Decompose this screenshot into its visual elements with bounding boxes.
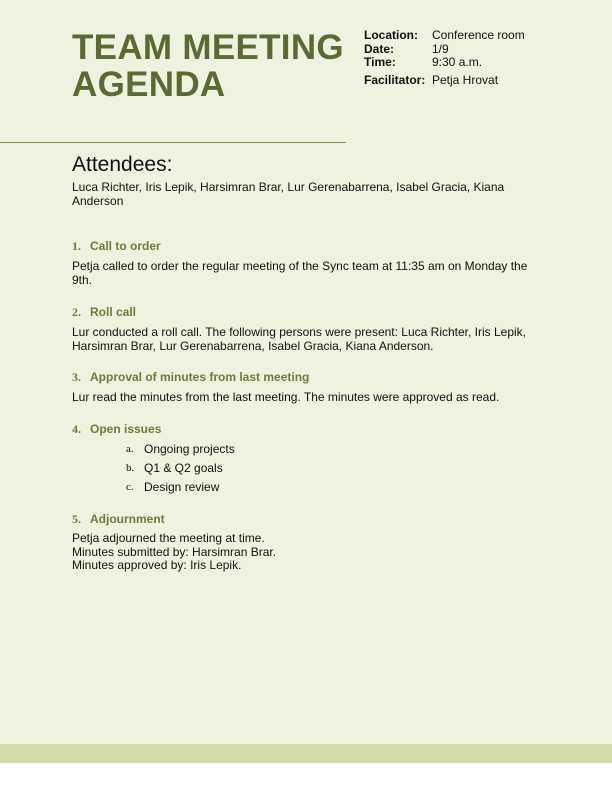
section-body-roll-call: Lur conducted a roll call. The following persons were present: Luca Richter, Iris Lepik, Harsimran Brar, Lur Gerenabarrena, Isabel Gracia, Kiana Anderson. xyxy=(72,325,527,353)
facilitator-value: Petja Hrovat xyxy=(432,72,499,87)
date-row xyxy=(364,43,604,57)
section-number: 1. xyxy=(72,239,81,253)
time-label: Time: xyxy=(364,55,396,69)
section-heading-approval xyxy=(72,370,309,385)
section-heading-call-to-order xyxy=(72,239,161,254)
section-title: Approval of minutes from last meeting xyxy=(90,370,310,384)
page-title xyxy=(72,29,362,103)
header-divider xyxy=(0,142,346,143)
section-body-approval: Lur read the minutes from the last meeting. The minutes were approved as read. xyxy=(72,390,500,404)
section-title: Open issues xyxy=(90,422,162,436)
location-row xyxy=(364,29,604,43)
title-line-2: AGENDA xyxy=(72,65,226,104)
minutes-approved-line: Minutes approved by: Iris Lepik. xyxy=(72,558,242,572)
title-line-1: TEAM MEETING xyxy=(72,28,344,67)
date-value: 1/9 xyxy=(432,41,449,56)
footer-band xyxy=(0,744,612,763)
section-body-call-to-order: Petja called to order the regular meeting of the Sync team at 11:35 am on Monday the 9th. xyxy=(72,259,528,287)
list-item-text: Q1 & Q2 goals xyxy=(144,460,223,475)
minutes-submitted-line: Minutes submitted by: Harsimran Brar. xyxy=(72,544,277,559)
section-body-adjournment xyxy=(72,532,542,573)
section-title: Roll call xyxy=(90,305,137,319)
list-item xyxy=(126,458,235,477)
location-label: Location: xyxy=(364,28,418,42)
section-heading-roll-call xyxy=(72,305,136,320)
open-issues-list xyxy=(126,439,235,497)
section-title: Adjournment xyxy=(90,512,165,526)
list-item-letter: c. xyxy=(126,481,134,494)
attendees-list: Luca Richter, Iris Lepik, Harsimran Brar, Lur Gerenabarrena, Isabel Gracia, Kiana Anderson xyxy=(72,180,505,208)
time-row xyxy=(364,56,604,70)
list-item-text: Design review xyxy=(144,480,220,495)
section-number: 4. xyxy=(72,422,81,436)
section-title: Call to order xyxy=(90,239,161,253)
section-number: 5. xyxy=(72,512,81,526)
section-heading-open-issues xyxy=(72,422,161,437)
section-heading-adjournment xyxy=(72,512,165,527)
section-number: 2. xyxy=(72,305,81,319)
list-item xyxy=(126,439,235,458)
date-label: Date: xyxy=(364,41,395,56)
list-item-letter: a. xyxy=(126,442,134,455)
list-item-text: Ongoing projects xyxy=(144,441,235,456)
section-number: 3. xyxy=(72,370,81,384)
attendees-heading: Attendees: xyxy=(72,153,173,176)
meeting-info xyxy=(364,29,604,87)
list-item-letter: b. xyxy=(126,461,135,474)
time-value: 9:30 a.m. xyxy=(432,55,483,69)
adjournment-line: Petja adjourned the meeting at time. xyxy=(72,531,265,545)
facilitator-row xyxy=(364,74,604,88)
facilitator-label: Facilitator: xyxy=(364,72,426,87)
location-value: Conference room xyxy=(432,28,525,42)
list-item xyxy=(126,478,235,497)
